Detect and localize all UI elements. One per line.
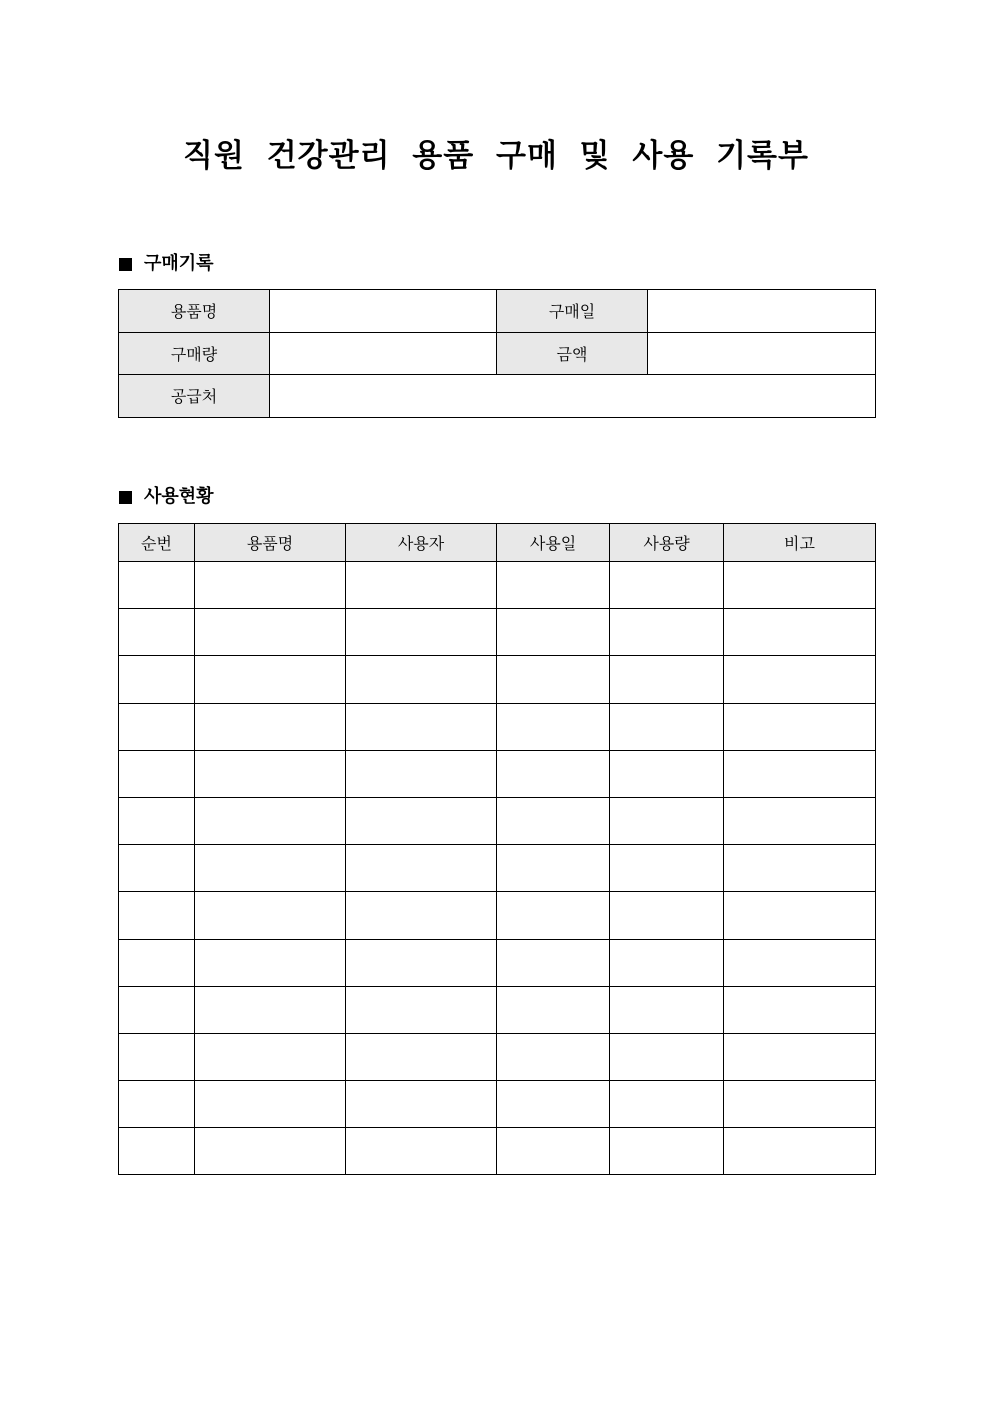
seq-cell[interactable] [119,797,195,844]
user-cell[interactable] [346,703,497,750]
use-date-cell[interactable] [497,609,610,656]
item-name-cell[interactable] [195,1128,346,1175]
remarks-cell[interactable] [724,656,876,703]
remarks-cell[interactable] [724,892,876,939]
user-cell[interactable] [346,939,497,986]
use-quantity-cell[interactable] [610,703,724,750]
use-date-cell[interactable] [497,562,610,609]
item-name-label: 용품명 [119,290,270,333]
table-row [119,939,876,986]
column-header-remarks: 비고 [724,524,876,562]
user-cell[interactable] [346,845,497,892]
table-row [119,1128,876,1175]
use-quantity-cell[interactable] [610,562,724,609]
usage-section-heading [119,485,214,509]
table-row [119,1033,876,1080]
use-date-cell[interactable] [497,892,610,939]
seq-cell[interactable] [119,1081,195,1128]
usage-section-title: 사용현황 [144,486,214,507]
quantity-label: 구매량 [119,332,270,375]
purchase-date-field[interactable] [648,290,876,333]
amount-label: 금액 [497,332,648,375]
user-cell[interactable] [346,892,497,939]
user-cell[interactable] [346,656,497,703]
use-quantity-cell[interactable] [610,892,724,939]
seq-cell[interactable] [119,939,195,986]
remarks-cell[interactable] [724,609,876,656]
purchase-section-heading [119,252,214,276]
black-square-bullet-icon [119,491,132,504]
item-name-cell[interactable] [195,562,346,609]
item-name-cell[interactable] [195,703,346,750]
table-row [119,656,876,703]
supplier-field[interactable] [270,375,876,418]
column-header-user: 사용자 [346,524,497,562]
use-date-cell[interactable] [497,986,610,1033]
usage-header-row [119,524,876,562]
column-header-seq: 순번 [119,524,195,562]
amount-field[interactable] [648,332,876,375]
use-quantity-cell[interactable] [610,609,724,656]
remarks-cell[interactable] [724,797,876,844]
purchase-record-table [118,289,876,418]
black-square-bullet-icon [119,258,132,271]
remarks-cell[interactable] [724,1128,876,1175]
use-date-cell[interactable] [497,1128,610,1175]
seq-cell[interactable] [119,1033,195,1080]
user-cell[interactable] [346,609,497,656]
table-row [119,703,876,750]
quantity-field[interactable] [270,332,497,375]
use-quantity-cell[interactable] [610,1128,724,1175]
remarks-cell[interactable] [724,562,876,609]
item-name-field[interactable] [270,290,497,333]
use-quantity-cell[interactable] [610,1081,724,1128]
table-row [119,892,876,939]
table-row [119,750,876,797]
use-quantity-cell[interactable] [610,939,724,986]
item-name-cell[interactable] [195,750,346,797]
user-cell[interactable] [346,986,497,1033]
user-cell[interactable] [346,1128,497,1175]
seq-cell[interactable] [119,609,195,656]
supplier-label: 공급처 [119,375,270,418]
remarks-cell[interactable] [724,750,876,797]
remarks-cell[interactable] [724,986,876,1033]
use-quantity-cell[interactable] [610,656,724,703]
use-date-cell[interactable] [497,845,610,892]
item-name-cell[interactable] [195,845,346,892]
use-quantity-cell[interactable] [610,986,724,1033]
seq-cell[interactable] [119,656,195,703]
page-title: 직원 건강관리 용품 구매 및 사용 기록부 [183,138,809,174]
item-name-cell[interactable] [195,656,346,703]
seq-cell[interactable] [119,750,195,797]
purchase-section-title: 구매기록 [144,253,214,274]
use-quantity-cell[interactable] [610,1033,724,1080]
seq-cell[interactable] [119,703,195,750]
purchase-row-1 [119,290,876,333]
column-header-item-name: 용품명 [195,524,346,562]
seq-cell[interactable] [119,845,195,892]
item-name-cell[interactable] [195,939,346,986]
user-cell[interactable] [346,750,497,797]
remarks-cell[interactable] [724,1033,876,1080]
use-quantity-cell[interactable] [610,750,724,797]
item-name-cell[interactable] [195,892,346,939]
item-name-cell[interactable] [195,609,346,656]
user-cell[interactable] [346,797,497,844]
use-date-cell[interactable] [497,750,610,797]
purchase-row-2 [119,332,876,375]
remarks-cell[interactable] [724,1081,876,1128]
user-cell[interactable] [346,1033,497,1080]
user-cell[interactable] [346,1081,497,1128]
purchase-row-3 [119,375,876,418]
item-name-cell[interactable] [195,797,346,844]
column-header-use-quantity: 사용량 [610,524,724,562]
seq-cell[interactable] [119,1128,195,1175]
use-date-cell[interactable] [497,1033,610,1080]
user-cell[interactable] [346,562,497,609]
table-row [119,1081,876,1128]
seq-cell[interactable] [119,562,195,609]
table-row [119,986,876,1033]
use-quantity-cell[interactable] [610,797,724,844]
item-name-cell[interactable] [195,1033,346,1080]
table-row [119,562,876,609]
seq-cell[interactable] [119,986,195,1033]
use-date-cell[interactable] [497,1081,610,1128]
purchase-date-label: 구매일 [497,290,648,333]
item-name-cell[interactable] [195,986,346,1033]
remarks-cell[interactable] [724,703,876,750]
table-row [119,797,876,844]
column-header-use-date: 사용일 [497,524,610,562]
remarks-cell[interactable] [724,845,876,892]
seq-cell[interactable] [119,892,195,939]
item-name-cell[interactable] [195,1081,346,1128]
use-date-cell[interactable] [497,939,610,986]
remarks-cell[interactable] [724,939,876,986]
usage-table-body [119,562,876,1175]
usage-status-table [118,523,876,1175]
table-row [119,845,876,892]
use-date-cell[interactable] [497,656,610,703]
table-row [119,609,876,656]
use-date-cell[interactable] [497,703,610,750]
use-date-cell[interactable] [497,797,610,844]
use-quantity-cell[interactable] [610,845,724,892]
